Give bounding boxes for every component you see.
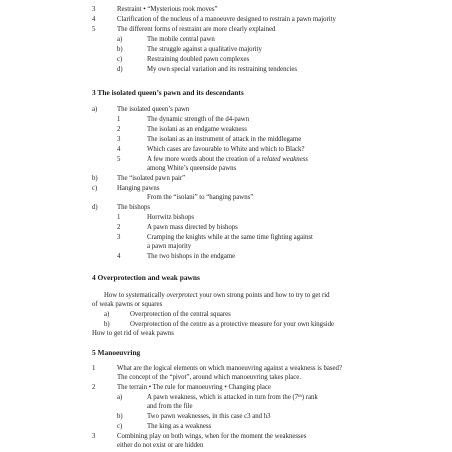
item-text: What are the logical elements on which manoeuvring against a weakness is based? <box>117 365 342 372</box>
item-number: 2 <box>117 126 121 133</box>
item-text-continuation: among White’s queenside pawns <box>147 165 237 172</box>
item-number: 3 <box>92 433 96 440</box>
sub-letter: a) <box>92 106 98 113</box>
sub-text: My own special variation and its restraining tendencies <box>147 66 298 73</box>
item-text: Restraint • “Mysterious rook moves” <box>117 6 218 13</box>
sub-text: Two pawn weaknesses, in this case c3 and h3 <box>147 413 271 420</box>
item-text: Cramping the knights while at the same time fighting against <box>147 234 313 241</box>
sub-text: The bishops <box>117 204 151 211</box>
sub-text: The “isolated pawn pair” <box>117 175 186 182</box>
sub-letter: c) <box>117 423 123 430</box>
sub-letter: a) <box>117 394 123 401</box>
item-text-continuation: a pawn majority <box>147 243 192 250</box>
item-number: 4 <box>117 253 121 260</box>
sub-letter: b) <box>117 46 123 53</box>
item-number: 5 <box>117 156 121 163</box>
section-heading: 5 Manoeuvring <box>92 348 141 357</box>
italic-emphasis: overprotect <box>166 292 198 299</box>
sub-letter: b) <box>117 413 123 420</box>
sub-text: Overprotection of the centre as a protective measure for your own kingside <box>130 321 335 328</box>
sub-letter: c) <box>92 185 98 192</box>
item-number: 1 <box>117 116 121 123</box>
item-number: 1 <box>117 214 121 221</box>
item-number: 2 <box>92 384 96 391</box>
item-text: The two bishops in the endgame <box>147 253 236 260</box>
sub-text: The king as a weakness <box>147 423 212 430</box>
item-number: 3 <box>117 234 121 241</box>
paragraph-continuation: of weak pawns or squares <box>92 301 163 308</box>
item-number: 5 <box>92 26 96 33</box>
item-text: The isolani as an instrument of attack in the middlegame <box>147 136 302 143</box>
item-text-continuation: The concept of the “pivot”, around which manoeuvring takes place. <box>117 374 302 381</box>
item-text: A few more words about the creation of a related weakness <box>147 156 308 163</box>
item-text-continuation: either do not exist or are hidden <box>117 442 204 449</box>
item-text: Horrwitz bishops <box>147 214 195 221</box>
item-text: The different forms of restraint are more clearly explained <box>117 26 276 33</box>
paragraph-text: How to get rid of weak pawns <box>92 330 174 337</box>
superscript: th <box>298 393 302 398</box>
sub-letter: b) <box>92 175 98 182</box>
item-text: The terrain • The rule for manoeuvring • Changing place <box>117 384 271 391</box>
item-text: Combining play on both wings, when for the moment the weaknesses <box>117 433 307 440</box>
sub-text: The struggle against a qualitative majority <box>147 46 262 53</box>
sub-text: Restraining doubled pawn complexes <box>147 56 250 63</box>
sub-text: Hanging pawns <box>117 185 160 192</box>
section-heading: 4 Overprotection and weak pawns <box>92 273 200 282</box>
sub-letter: a) <box>104 311 110 318</box>
sub-letter: d) <box>92 204 98 211</box>
sub-letter: d) <box>117 66 123 73</box>
sub-text: The isolated queen’s pawn <box>117 106 190 113</box>
sub-letter: c) <box>117 56 123 63</box>
item-number: 3 <box>92 6 96 13</box>
item-number: 1 <box>92 365 96 372</box>
sub-text: The mobile central pawn <box>147 36 215 43</box>
sub-text-continuation: From the “isolani” to “hanging pawns” <box>147 194 254 201</box>
sub-text: Overprotection of the central squares <box>130 311 231 318</box>
sub-text: A pawn weakness, which is attacked in turn from the (7th) rank <box>147 393 318 401</box>
italic-emphasis: related weakness <box>261 156 308 163</box>
sub-letter: a) <box>117 36 123 43</box>
item-number: 2 <box>117 224 121 231</box>
item-text: Which cases are favourable to White and which to Black? <box>147 146 305 153</box>
item-text: Clarification of the nucleus of a manoeuvre designed to restrain a pawn majority <box>117 16 336 23</box>
sub-letter: b) <box>104 321 110 328</box>
item-text: The isolani as an endgame weakness <box>147 126 247 133</box>
item-number: 4 <box>92 16 96 23</box>
sub-text-continuation: and from the file <box>147 403 193 410</box>
item-text: The dynamic strength of the d4-pawn <box>147 116 250 123</box>
item-number: 3 <box>117 136 121 143</box>
paragraph-text: How to systematically overprotect your own strong points and how to try to get rid <box>104 292 330 299</box>
section-heading: 3 The isolated queen’s pawn and its descendants <box>92 88 244 97</box>
item-number: 4 <box>117 146 121 153</box>
item-text: A pawn mass directed by bishops <box>147 224 238 231</box>
